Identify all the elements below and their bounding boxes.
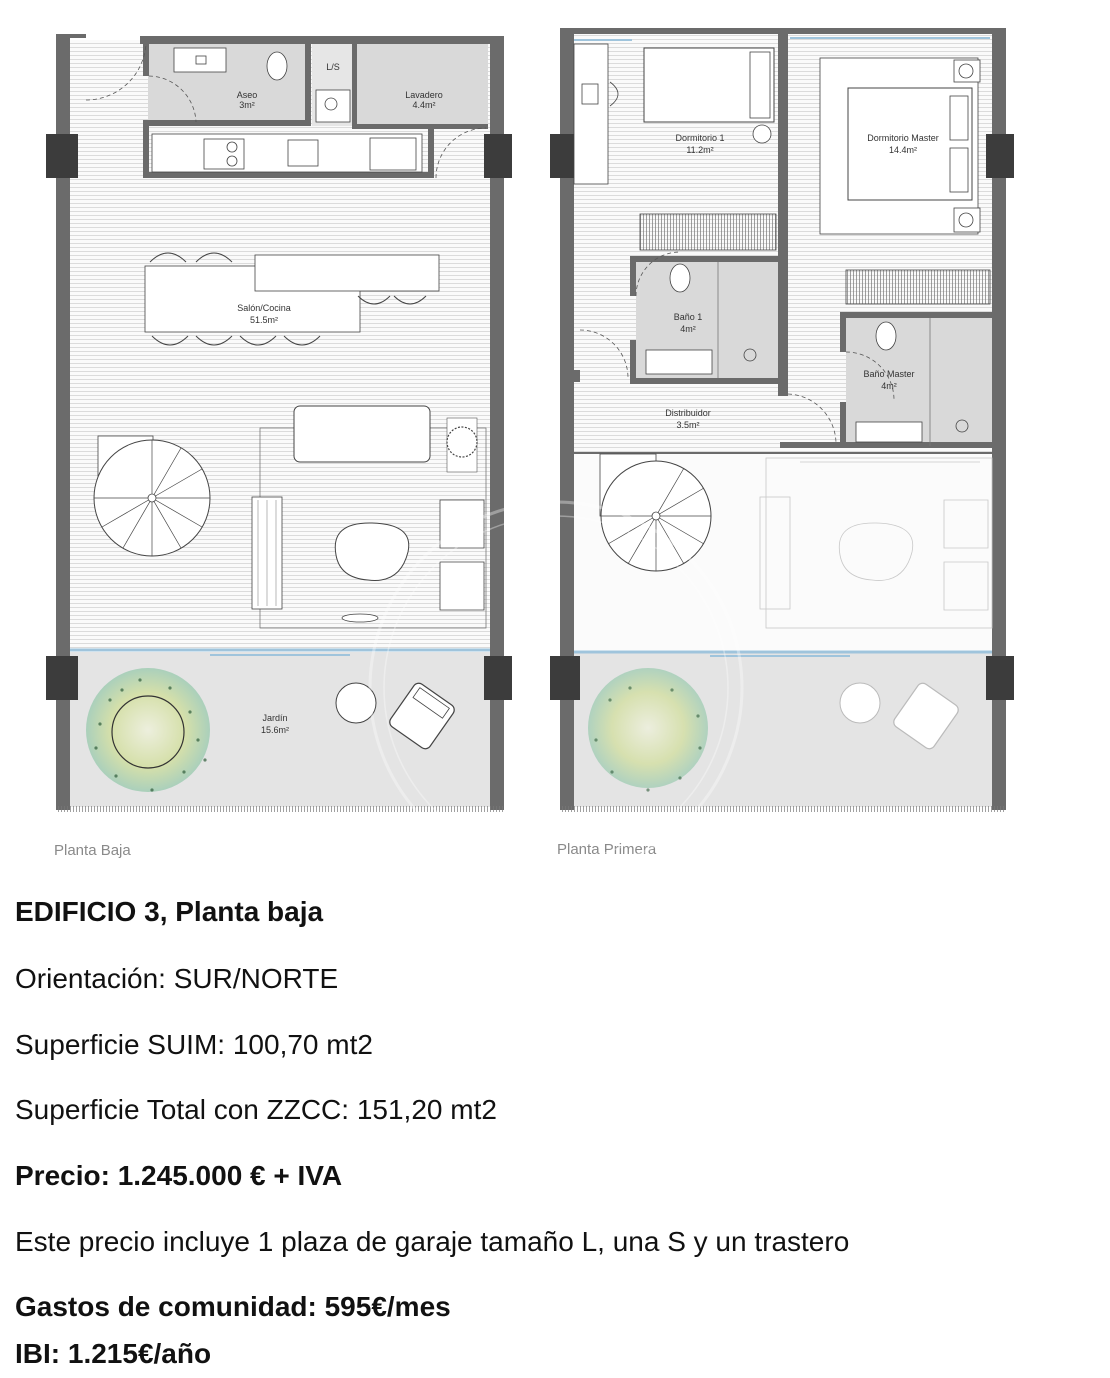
room-area: 11.2m² (686, 145, 714, 155)
first-floor-caption: Planta Primera (557, 841, 657, 858)
room-label: Salón/Cocina (237, 303, 291, 313)
room-area: 3.5m² (676, 420, 700, 430)
room-area: 4m² (881, 381, 897, 391)
building-title: EDIFICIO 3, Planta baja (15, 896, 324, 927)
orientation-text: Orientación: SUR/NORTE (15, 963, 339, 994)
room-area: 51.5m² (249, 315, 279, 325)
room-area: 14.4m² (888, 145, 918, 155)
room-label: Lavadero (405, 90, 443, 100)
ground-floor-plan (46, 34, 512, 859)
room-area: 3m² (239, 100, 255, 110)
room-label: Baño Master (863, 369, 915, 379)
price-note-text: Este precio incluye 1 plaza de garaje tamaño L, una S y un trastero (15, 1226, 850, 1257)
ibi-text: IBI: 1.215€/año (15, 1338, 212, 1369)
room-label: Dormitorio Master (867, 133, 939, 143)
room-label: Aseo (236, 90, 258, 100)
price-text: Precio: 1.245.000 € + IVA (15, 1160, 343, 1191)
ground-floor-caption: Planta Baja (54, 842, 131, 859)
room-label: Distribuidor (665, 408, 711, 418)
room-label: Jardín (262, 713, 288, 723)
surface-suim-text: Superficie SUIM: 100,70 mt2 (15, 1029, 373, 1060)
room-label: Baño 1 (673, 312, 703, 322)
room-area: 4.4m² (412, 100, 436, 110)
room-label: L/S (326, 62, 340, 72)
community-fees-text: Gastos de comunidad: 595€/mes (15, 1291, 451, 1322)
room-area: 4m² (680, 324, 696, 334)
first-floor-plan (550, 28, 1014, 858)
room-area: 15.6m² (260, 725, 290, 735)
room-label: Dormitorio 1 (675, 133, 725, 143)
surface-total-text: Superficie Total con ZZCC: 151,20 mt2 (15, 1094, 497, 1125)
